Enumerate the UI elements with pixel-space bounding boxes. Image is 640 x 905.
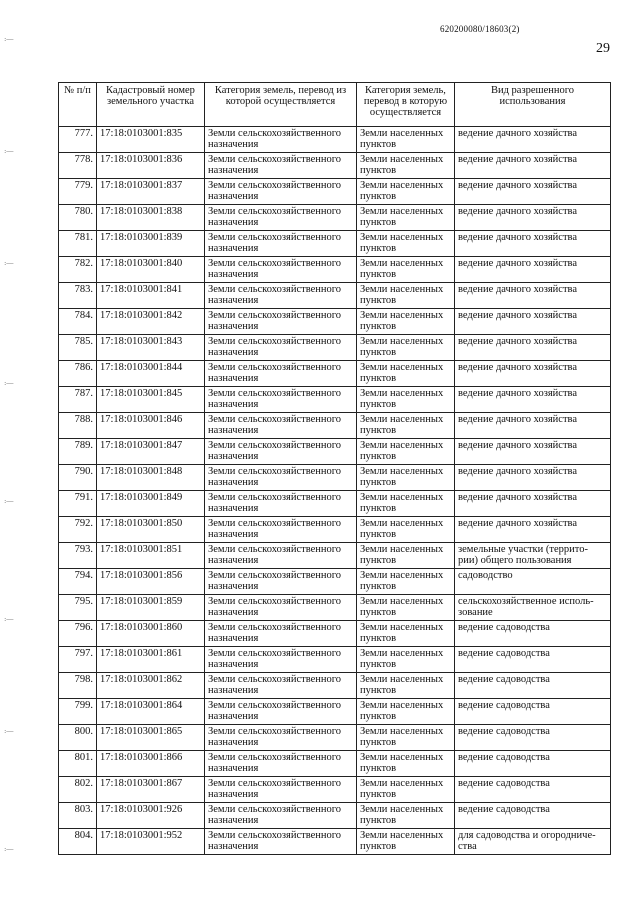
row-number: 779. [59, 179, 97, 205]
cadastral-number: 17:18:0103001:839 [97, 231, 205, 257]
cadastral-number: 17:18:0103001:842 [97, 309, 205, 335]
row-number: 804. [59, 829, 97, 855]
cadastral-number: 17:18:0103001:846 [97, 413, 205, 439]
margin-mark: ·—· [4, 259, 14, 269]
category-to: Земли населенных пунктов [357, 361, 455, 387]
permitted-use: ведение дачного хозяйства [455, 491, 611, 517]
permitted-use: ведение садоводства [455, 647, 611, 673]
cadastral-number: 17:18:0103001:856 [97, 569, 205, 595]
table-row [59, 829, 611, 855]
table-row [59, 699, 611, 725]
category-to: Земли населенных пунктов [357, 621, 455, 647]
table-row [59, 335, 611, 361]
cadastral-number: 17:18:0103001:845 [97, 387, 205, 413]
cadastral-number: 17:18:0103001:864 [97, 699, 205, 725]
cadastral-number: 17:18:0103001:861 [97, 647, 205, 673]
category-to: Земли населенных пунктов [357, 803, 455, 829]
category-from: Земли сельскохозяйственного назначения [205, 257, 357, 283]
category-to: Земли населенных пунктов [357, 205, 455, 231]
permitted-use: ведение дачного хозяйства [455, 309, 611, 335]
table-header-row [59, 83, 611, 127]
table-row [59, 179, 611, 205]
table-row [59, 231, 611, 257]
category-to: Земли населенных пунктов [357, 387, 455, 413]
category-to: Земли населенных пунктов [357, 413, 455, 439]
table-row [59, 725, 611, 751]
row-number: 777. [59, 127, 97, 153]
cadastral-number: 17:18:0103001:848 [97, 465, 205, 491]
permitted-use: ведение дачного хозяйства [455, 517, 611, 543]
category-from: Земли сельскохозяйственного назначения [205, 569, 357, 595]
category-from: Земли сельскохозяйственного назначения [205, 361, 357, 387]
category-to: Земли населенных пунктов [357, 647, 455, 673]
category-from: Земли сельскохозяйственного назначения [205, 829, 357, 855]
category-to: Земли населенных пунктов [357, 127, 455, 153]
permitted-use: ведение дачного хозяйства [455, 387, 611, 413]
cadastral-number: 17:18:0103001:851 [97, 543, 205, 569]
table-row [59, 387, 611, 413]
permitted-use: земельные участки (террито-рии) общего пользования [455, 543, 611, 569]
table-row [59, 413, 611, 439]
cadastral-number: 17:18:0103001:836 [97, 153, 205, 179]
category-from: Земли сельскохозяйственного назначения [205, 205, 357, 231]
row-number: 789. [59, 439, 97, 465]
category-from: Земли сельскохозяйственного назначения [205, 595, 357, 621]
cadastral-number: 17:18:0103001:838 [97, 205, 205, 231]
permitted-use: ведение дачного хозяйства [455, 361, 611, 387]
cadastral-number: 17:18:0103001:840 [97, 257, 205, 283]
table-row [59, 283, 611, 309]
cadastral-number: 17:18:0103001:860 [97, 621, 205, 647]
category-to: Земли населенных пунктов [357, 491, 455, 517]
category-from: Земли сельскохозяйственного назначения [205, 153, 357, 179]
cadastral-number: 17:18:0103001:844 [97, 361, 205, 387]
table-row [59, 751, 611, 777]
row-number: 787. [59, 387, 97, 413]
table-row [59, 439, 611, 465]
row-number: 798. [59, 673, 97, 699]
category-from: Земли сельскохозяйственного назначения [205, 751, 357, 777]
category-to: Земли населенных пунктов [357, 283, 455, 309]
category-to: Земли населенных пунктов [357, 543, 455, 569]
category-from: Земли сельскохозяйственного назначения [205, 439, 357, 465]
category-from: Земли сельскохозяйственного назначения [205, 673, 357, 699]
permitted-use: ведение дачного хозяйства [455, 257, 611, 283]
permitted-use: ведение дачного хозяйства [455, 283, 611, 309]
header-cadastral-number: Кадастровый номер земельного участка [97, 83, 205, 127]
category-to: Земли населенных пунктов [357, 153, 455, 179]
permitted-use: ведение садоводства [455, 725, 611, 751]
header-permitted-use: Вид разрешенного использования [455, 83, 611, 127]
row-number: 796. [59, 621, 97, 647]
land-plots-table [58, 82, 611, 855]
cadastral-number: 17:18:0103001:835 [97, 127, 205, 153]
category-to: Земли населенных пунктов [357, 517, 455, 543]
row-number: 786. [59, 361, 97, 387]
table-row [59, 517, 611, 543]
document-id: 620200080/18603(2) [440, 24, 520, 34]
row-number: 793. [59, 543, 97, 569]
row-number: 791. [59, 491, 97, 517]
table-row [59, 803, 611, 829]
margin-mark: ·—· [4, 845, 14, 855]
category-from: Земли сельскохозяйственного назначения [205, 543, 357, 569]
table-row [59, 205, 611, 231]
category-to: Земли населенных пунктов [357, 309, 455, 335]
cadastral-number: 17:18:0103001:849 [97, 491, 205, 517]
permitted-use: сельскохозяйственное исполь-зование [455, 595, 611, 621]
permitted-use: для садоводства и огородниче-ства [455, 829, 611, 855]
category-to: Земли населенных пунктов [357, 231, 455, 257]
table-row [59, 465, 611, 491]
category-from: Земли сельскохозяйственного назначения [205, 387, 357, 413]
table-row [59, 153, 611, 179]
permitted-use: ведение дачного хозяйства [455, 179, 611, 205]
header-category-to: Категория земель, перевод в которую осуществляется [357, 83, 455, 127]
header-num: № п/п [59, 83, 97, 127]
category-from: Земли сельскохозяйственного назначения [205, 231, 357, 257]
category-to: Земли населенных пунктов [357, 257, 455, 283]
cadastral-number: 17:18:0103001:850 [97, 517, 205, 543]
row-number: 800. [59, 725, 97, 751]
table-row [59, 257, 611, 283]
category-from: Земли сельскохозяйственного назначения [205, 803, 357, 829]
cadastral-number: 17:18:0103001:926 [97, 803, 205, 829]
category-to: Земли населенных пунктов [357, 335, 455, 361]
row-number: 799. [59, 699, 97, 725]
permitted-use: ведение садоводства [455, 699, 611, 725]
permitted-use: ведение садоводства [455, 803, 611, 829]
row-number: 781. [59, 231, 97, 257]
row-number: 795. [59, 595, 97, 621]
row-number: 802. [59, 777, 97, 803]
category-from: Земли сельскохозяйственного назначения [205, 725, 357, 751]
category-from: Земли сельскохозяйственного назначения [205, 699, 357, 725]
permitted-use: ведение садоводства [455, 673, 611, 699]
category-from: Земли сельскохозяйственного назначения [205, 413, 357, 439]
cadastral-number: 17:18:0103001:841 [97, 283, 205, 309]
cadastral-number: 17:18:0103001:867 [97, 777, 205, 803]
table-row [59, 595, 611, 621]
row-number: 780. [59, 205, 97, 231]
category-to: Земли населенных пунктов [357, 777, 455, 803]
permitted-use: ведение дачного хозяйства [455, 205, 611, 231]
permitted-use: ведение дачного хозяйства [455, 335, 611, 361]
table-row [59, 673, 611, 699]
margin-mark: ·—· [4, 35, 14, 45]
permitted-use: ведение дачного хозяйства [455, 413, 611, 439]
permitted-use: ведение садоводства [455, 621, 611, 647]
page-number: 29 [596, 41, 610, 56]
category-from: Земли сельскохозяйственного назначения [205, 491, 357, 517]
category-to: Земли населенных пунктов [357, 439, 455, 465]
cadastral-number: 17:18:0103001:847 [97, 439, 205, 465]
row-number: 785. [59, 335, 97, 361]
category-to: Земли населенных пунктов [357, 179, 455, 205]
table-row [59, 569, 611, 595]
table-row [59, 309, 611, 335]
category-from: Земли сельскохозяйственного назначения [205, 777, 357, 803]
margin-mark: ·—· [4, 379, 14, 389]
cadastral-number: 17:18:0103001:859 [97, 595, 205, 621]
row-number: 794. [59, 569, 97, 595]
category-from: Земли сельскохозяйственного назначения [205, 647, 357, 673]
permitted-use: ведение дачного хозяйства [455, 127, 611, 153]
table-row [59, 543, 611, 569]
category-from: Земли сельскохозяйственного назначения [205, 179, 357, 205]
table-row [59, 361, 611, 387]
permitted-use: ведение садоводства [455, 777, 611, 803]
cadastral-number: 17:18:0103001:865 [97, 725, 205, 751]
permitted-use: ведение садоводства [455, 751, 611, 777]
margin-mark: ·—· [4, 727, 14, 737]
category-from: Земли сельскохозяйственного назначения [205, 621, 357, 647]
table-row [59, 491, 611, 517]
row-number: 784. [59, 309, 97, 335]
permitted-use: садоводство [455, 569, 611, 595]
category-from: Земли сельскохозяйственного назначения [205, 335, 357, 361]
cadastral-number: 17:18:0103001:952 [97, 829, 205, 855]
row-number: 778. [59, 153, 97, 179]
permitted-use: ведение дачного хозяйства [455, 231, 611, 257]
category-to: Земли населенных пунктов [357, 595, 455, 621]
category-from: Земли сельскохозяйственного назначения [205, 127, 357, 153]
row-number: 792. [59, 517, 97, 543]
table-row [59, 777, 611, 803]
category-to: Земли населенных пунктов [357, 751, 455, 777]
margin-mark: ·—· [4, 615, 14, 625]
category-to: Земли населенных пунктов [357, 569, 455, 595]
margin-mark: ·—· [4, 147, 14, 157]
row-number: 783. [59, 283, 97, 309]
category-from: Земли сельскохозяйственного назначения [205, 517, 357, 543]
row-number: 788. [59, 413, 97, 439]
row-number: 801. [59, 751, 97, 777]
row-number: 797. [59, 647, 97, 673]
category-from: Земли сельскохозяйственного назначения [205, 283, 357, 309]
table-row [59, 127, 611, 153]
category-to: Земли населенных пунктов [357, 725, 455, 751]
permitted-use: ведение дачного хозяйства [455, 465, 611, 491]
cadastral-number: 17:18:0103001:837 [97, 179, 205, 205]
cadastral-number: 17:18:0103001:843 [97, 335, 205, 361]
cadastral-number: 17:18:0103001:866 [97, 751, 205, 777]
row-number: 803. [59, 803, 97, 829]
row-number: 782. [59, 257, 97, 283]
category-to: Земли населенных пунктов [357, 673, 455, 699]
category-from: Земли сельскохозяйственного назначения [205, 309, 357, 335]
header-category-from: Категория земель, перевод из которой осуществляется [205, 83, 357, 127]
table-row [59, 647, 611, 673]
permitted-use: ведение дачного хозяйства [455, 439, 611, 465]
margin-mark: ·—· [4, 497, 14, 507]
table-row [59, 621, 611, 647]
permitted-use: ведение дачного хозяйства [455, 153, 611, 179]
row-number: 790. [59, 465, 97, 491]
category-to: Земли населенных пунктов [357, 829, 455, 855]
category-to: Земли населенных пунктов [357, 465, 455, 491]
category-from: Земли сельскохозяйственного назначения [205, 465, 357, 491]
category-to: Земли населенных пунктов [357, 699, 455, 725]
cadastral-number: 17:18:0103001:862 [97, 673, 205, 699]
